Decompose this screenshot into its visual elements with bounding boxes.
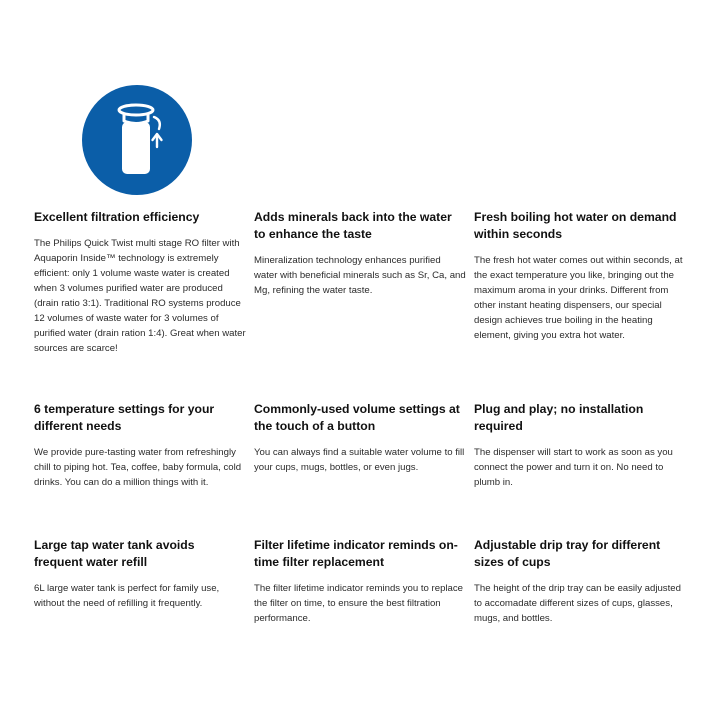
feature-title: Adds minerals back into the water to enhance the taste	[254, 210, 452, 241]
feature-description: The dispenser will start to work as soon as you connect the power and turn it on. No need to plumb in.	[474, 447, 673, 488]
feature-description: 6L large water tank is perfect for family use, without the need of refilling it frequently.	[34, 583, 220, 609]
feature-title: Adjustable drip tray for different sizes of cups	[474, 538, 661, 569]
feature-volume-settings	[254, 401, 466, 475]
feature-filter-indicator	[254, 537, 466, 626]
feature-description: The fresh hot water comes out within seconds, at the exact temperature you like, bringing out the maximum aroma in your drinks. Different from other instant heating dispensers, our special design achieves true boiling in the heating element, giving you extra hot water.	[474, 255, 683, 341]
feature-title: Filter lifetime indicator reminds on-time filter replacement	[254, 538, 458, 569]
feature-description: You can always find a suitable water volume to fill your cups, mugs, bottles, or even jugs.	[254, 447, 465, 473]
feature-hot-water	[474, 209, 686, 343]
feature-title: Plug and play; no installation required	[474, 402, 644, 433]
feature-description: The filter lifetime indicator reminds you to replace the filter on time, to ensure the best filtration performance.	[254, 583, 464, 624]
feature-title: Large tap water tank avoids frequent water refill	[34, 538, 195, 569]
feature-description: The Philips Quick Twist multi stage RO filter with Aquaporin Inside™ technology is extremely efficient: only 1 volume waste water is created when 3 volumes purified water are produced (drain ratio 3:1). Traditional RO systems produce 12 volumes of waste water for 3 volumes of purified water (drain ration 1:4). Great when water sources are scarce!	[34, 238, 246, 354]
feature-filtration-efficiency	[34, 209, 246, 356]
feature-plug-and-play	[474, 401, 686, 490]
water-filter-icon	[82, 85, 192, 195]
feature-mineralization	[254, 209, 466, 298]
feature-title: 6 temperature settings for your different needs	[34, 402, 215, 433]
feature-description: Mineralization technology enhances purified water with beneficial minerals such as Sr, Ca, and Mg, refining the water taste.	[254, 255, 466, 296]
feature-description: We provide pure-tasting water from refreshingly chill to piping hot. Tea, coffee, baby formula, cold drinks. You can do a million things with it.	[34, 447, 242, 488]
feature-title: Excellent filtration efficiency	[34, 210, 200, 224]
filter-badge	[82, 85, 192, 195]
feature-water-tank	[34, 537, 246, 611]
feature-title: Fresh boiling hot water on demand within seconds	[474, 210, 677, 241]
feature-description: The height of the drip tray can be easily adjusted to accomadate different sizes of cups, glasses, mugs, and bottles.	[474, 583, 681, 624]
feature-title: Commonly-used volume settings at the touch of a button	[254, 402, 460, 433]
feature-drip-tray	[474, 537, 686, 626]
feature-temperature-settings	[34, 401, 246, 490]
